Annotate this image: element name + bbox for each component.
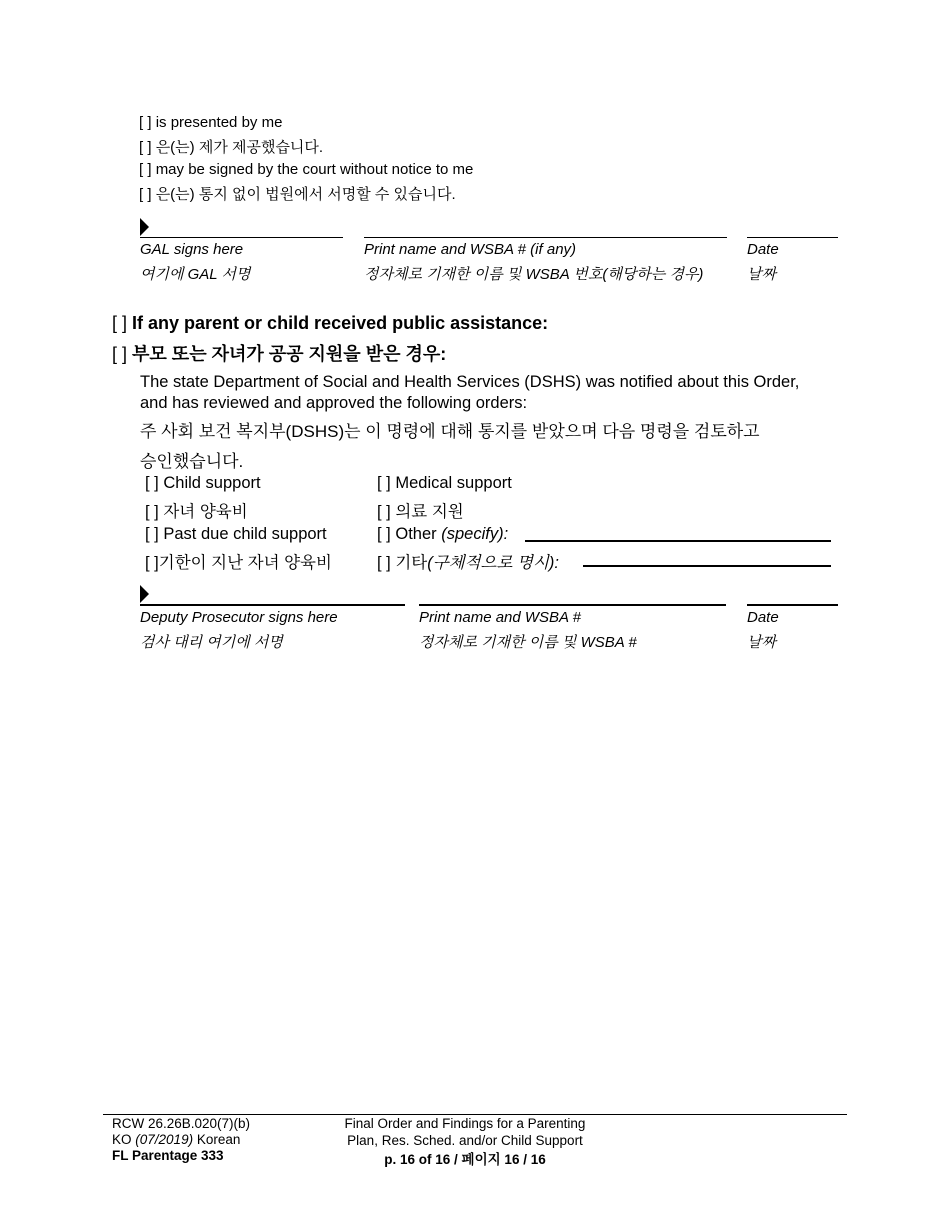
footer-ko-date: (07/2019) xyxy=(135,1132,194,1147)
checkbox[interactable]: [ ] xyxy=(139,161,152,178)
checkbox[interactable]: [ ] xyxy=(145,503,159,521)
footer-rcw: RCW 26.26B.020(7)(b) xyxy=(112,1116,251,1131)
gal-signature-line[interactable] xyxy=(140,237,343,238)
checkbox[interactable]: [ ] xyxy=(145,554,159,572)
deputy-print-label-ko: 정자체로 기재한 이름 및 WSBA # xyxy=(419,634,637,651)
footer-title-line1: Final Order and Findings for a Parenting xyxy=(344,1116,586,1131)
gal-print-label: Print name and WSBA # (if any) xyxy=(364,241,577,258)
dshs-paragraph-ko-line1: 주 사회 보건 복지부(DSHS)는 이 명령에 대해 통지를 받았으며 다음 명령을 검토하고 xyxy=(140,422,760,441)
order-medical-support-ko xyxy=(377,498,464,522)
dshs-paragraph-ko-line2: 승인했습니다. xyxy=(140,452,244,471)
deputy-print-name-line[interactable] xyxy=(419,604,726,606)
order-label: 의료 지원 xyxy=(395,503,464,521)
option-presented-by-me-ko xyxy=(139,136,323,157)
option-text: may be signed by the court without notice to me xyxy=(155,161,474,178)
checkbox[interactable]: [ ] xyxy=(145,474,159,492)
footer-page-number: p. 16 of 16 / 페이지 16 / 16 xyxy=(384,1152,546,1167)
option-signed-without-notice xyxy=(139,161,473,178)
option-text: 은(는) 통지 없이 법원에서 서명할 수 있습니다. xyxy=(155,186,456,203)
checkbox[interactable]: [ ] xyxy=(139,139,152,156)
option-text: 은(는) 제가 제공했습니다. xyxy=(155,139,324,156)
gal-sign-label: GAL signs here xyxy=(140,241,244,258)
footer-ko-prefix: KO xyxy=(112,1132,132,1147)
order-label: 자녀 양육비 xyxy=(163,503,248,521)
gal-sign-label-ko: 여기에 GAL 서명 xyxy=(140,266,251,283)
heading-text: 부모 또는 자녀가 공공 지원을 받은 경우: xyxy=(132,344,447,364)
checkbox[interactable]: [ ] xyxy=(377,474,391,492)
order-label: 기한이 지난 자녀 양육비 xyxy=(158,554,332,572)
checkbox[interactable]: [ ] xyxy=(377,554,391,572)
footer-ko-lang: Korean xyxy=(196,1132,241,1147)
checkbox[interactable]: [ ] xyxy=(377,503,391,521)
order-label: Child support xyxy=(163,474,261,492)
dshs-paragraph-line1: The state Department of Social and Health Services (DSHS) was notified about this Order, xyxy=(140,373,800,391)
order-other xyxy=(377,525,508,544)
heading-text: If any parent or child received public assistance: xyxy=(132,313,549,333)
order-child-support xyxy=(145,474,261,493)
deputy-date-label-ko: 날짜 xyxy=(747,634,776,651)
deputy-date-line[interactable] xyxy=(747,604,838,606)
gal-print-label-ko: 정자체로 기재한 이름 및 WSBA 번호(해당하는 경우) xyxy=(364,266,704,283)
order-specify: (specify): xyxy=(441,525,509,543)
order-past-due-ko xyxy=(145,549,332,573)
order-medical-support xyxy=(377,474,512,493)
gal-date-label-ko: 날짜 xyxy=(747,266,776,283)
gal-date-line[interactable] xyxy=(747,237,838,238)
footer-title-line2: Plan, Res. Sched. and/or Child Support xyxy=(347,1133,583,1148)
order-label: Other xyxy=(395,525,437,543)
checkbox[interactable]: [ ] xyxy=(377,525,391,543)
checkbox[interactable]: [ ] xyxy=(145,525,159,543)
footer-form-id: FL Parentage 333 xyxy=(112,1148,224,1163)
assistance-heading-ko xyxy=(112,340,446,366)
order-label: Medical support xyxy=(395,474,512,492)
order-specify: (구체적으로 명시): xyxy=(427,554,559,572)
deputy-print-label: Print name and WSBA # xyxy=(419,609,582,626)
order-past-due xyxy=(145,525,327,544)
other-specify-line[interactable] xyxy=(525,540,831,542)
footer-version xyxy=(112,1132,240,1148)
deputy-date-label: Date xyxy=(747,609,779,626)
deputy-signature-line[interactable] xyxy=(140,604,405,606)
checkbox[interactable]: [ ] xyxy=(139,186,152,203)
order-label: 기타 xyxy=(395,554,428,572)
checkbox[interactable]: [ ] xyxy=(112,344,128,364)
option-signed-without-notice-ko xyxy=(139,183,456,204)
signature-arrow-icon xyxy=(140,218,149,236)
dshs-paragraph-line2: and has reviewed and approved the following orders: xyxy=(140,394,528,412)
option-presented-by-me xyxy=(139,114,282,131)
option-text: is presented by me xyxy=(155,114,283,131)
order-child-support-ko xyxy=(145,498,248,522)
deputy-sign-label-ko: 검사 대리 여기에 서명 xyxy=(140,634,283,651)
checkbox[interactable]: [ ] xyxy=(139,114,152,131)
order-other-ko xyxy=(377,549,559,573)
gal-print-name-line[interactable] xyxy=(364,237,727,238)
signature-arrow-icon xyxy=(140,585,149,603)
gal-date-label: Date xyxy=(747,241,779,258)
deputy-sign-label: Deputy Prosecutor signs here xyxy=(140,609,338,626)
other-specify-line-ko[interactable] xyxy=(583,565,831,567)
assistance-heading xyxy=(112,313,548,334)
checkbox[interactable]: [ ] xyxy=(112,313,128,333)
order-label: Past due child support xyxy=(163,525,327,543)
footer-divider xyxy=(103,1114,847,1115)
